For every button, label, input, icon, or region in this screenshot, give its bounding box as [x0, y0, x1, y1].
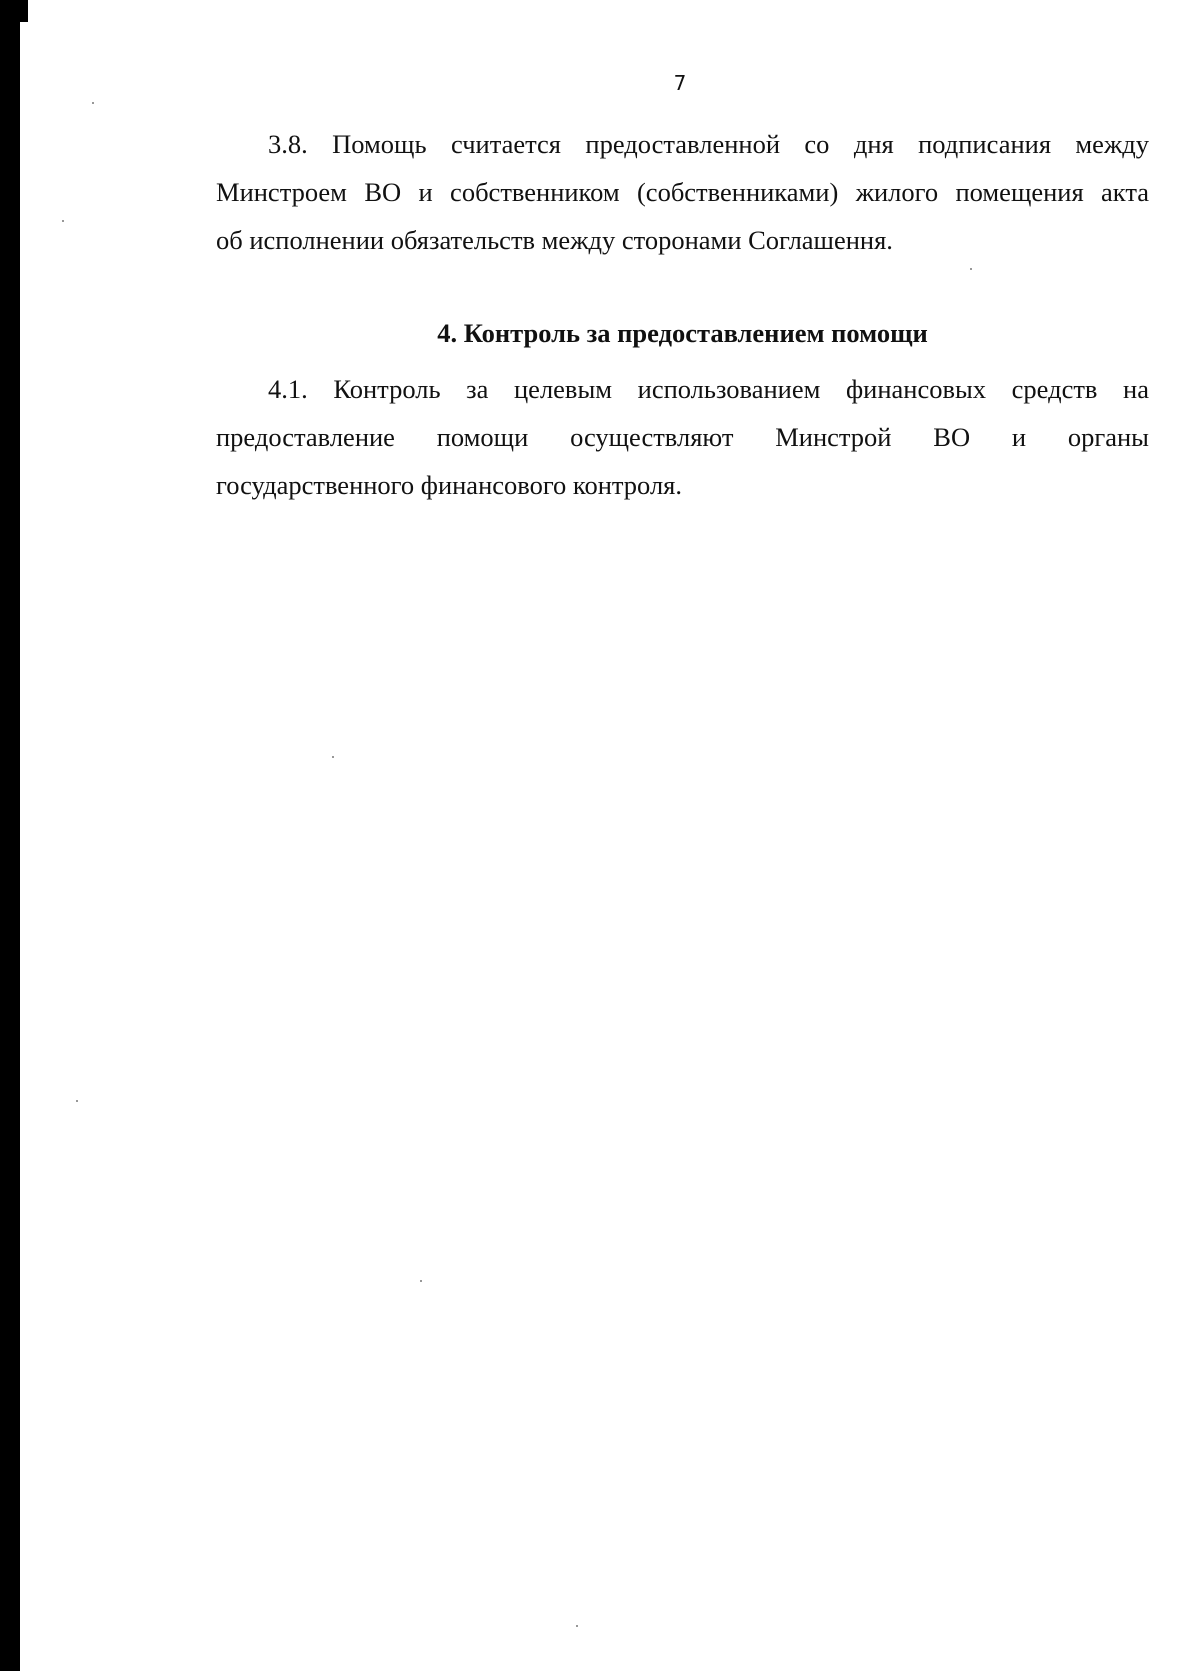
scan-edge-border: [0, 0, 20, 1671]
paragraph-4-1-line: предоставление помощи осуществляют Минстрой ВО и органы: [216, 422, 1149, 452]
paragraph-3-8: [216, 120, 1149, 264]
scan-speck: [576, 1625, 578, 1627]
section-4-heading: 4. Контроль за предоставлением помощи: [437, 318, 928, 348]
paragraph-4-1: [216, 365, 1149, 509]
scan-edge-notch: [20, 0, 28, 22]
paragraph-4-1-line: государственного финансового контроля.: [216, 470, 682, 500]
page-number: 7: [673, 71, 687, 95]
scan-speck: [76, 1100, 78, 1102]
scan-speck: [420, 1280, 422, 1282]
paragraph-3-8-line: Минстроем ВО и собственником (собственниками) жилого помещения акта: [216, 177, 1149, 207]
paragraph-4-1-line: 4.1. Контроль за целевым использованием финансовых средств на: [268, 374, 1149, 404]
scan-speck: [92, 102, 94, 104]
scan-speck: [62, 220, 64, 222]
paragraph-3-8-line: 3.8. Помощь считается предоставленной со дня подписания между: [268, 129, 1149, 159]
scan-speck: [332, 756, 334, 758]
paragraph-3-8-line: об исполнении обязательств между сторонами Соглашення.: [216, 225, 893, 255]
scan-speck: [970, 268, 972, 270]
